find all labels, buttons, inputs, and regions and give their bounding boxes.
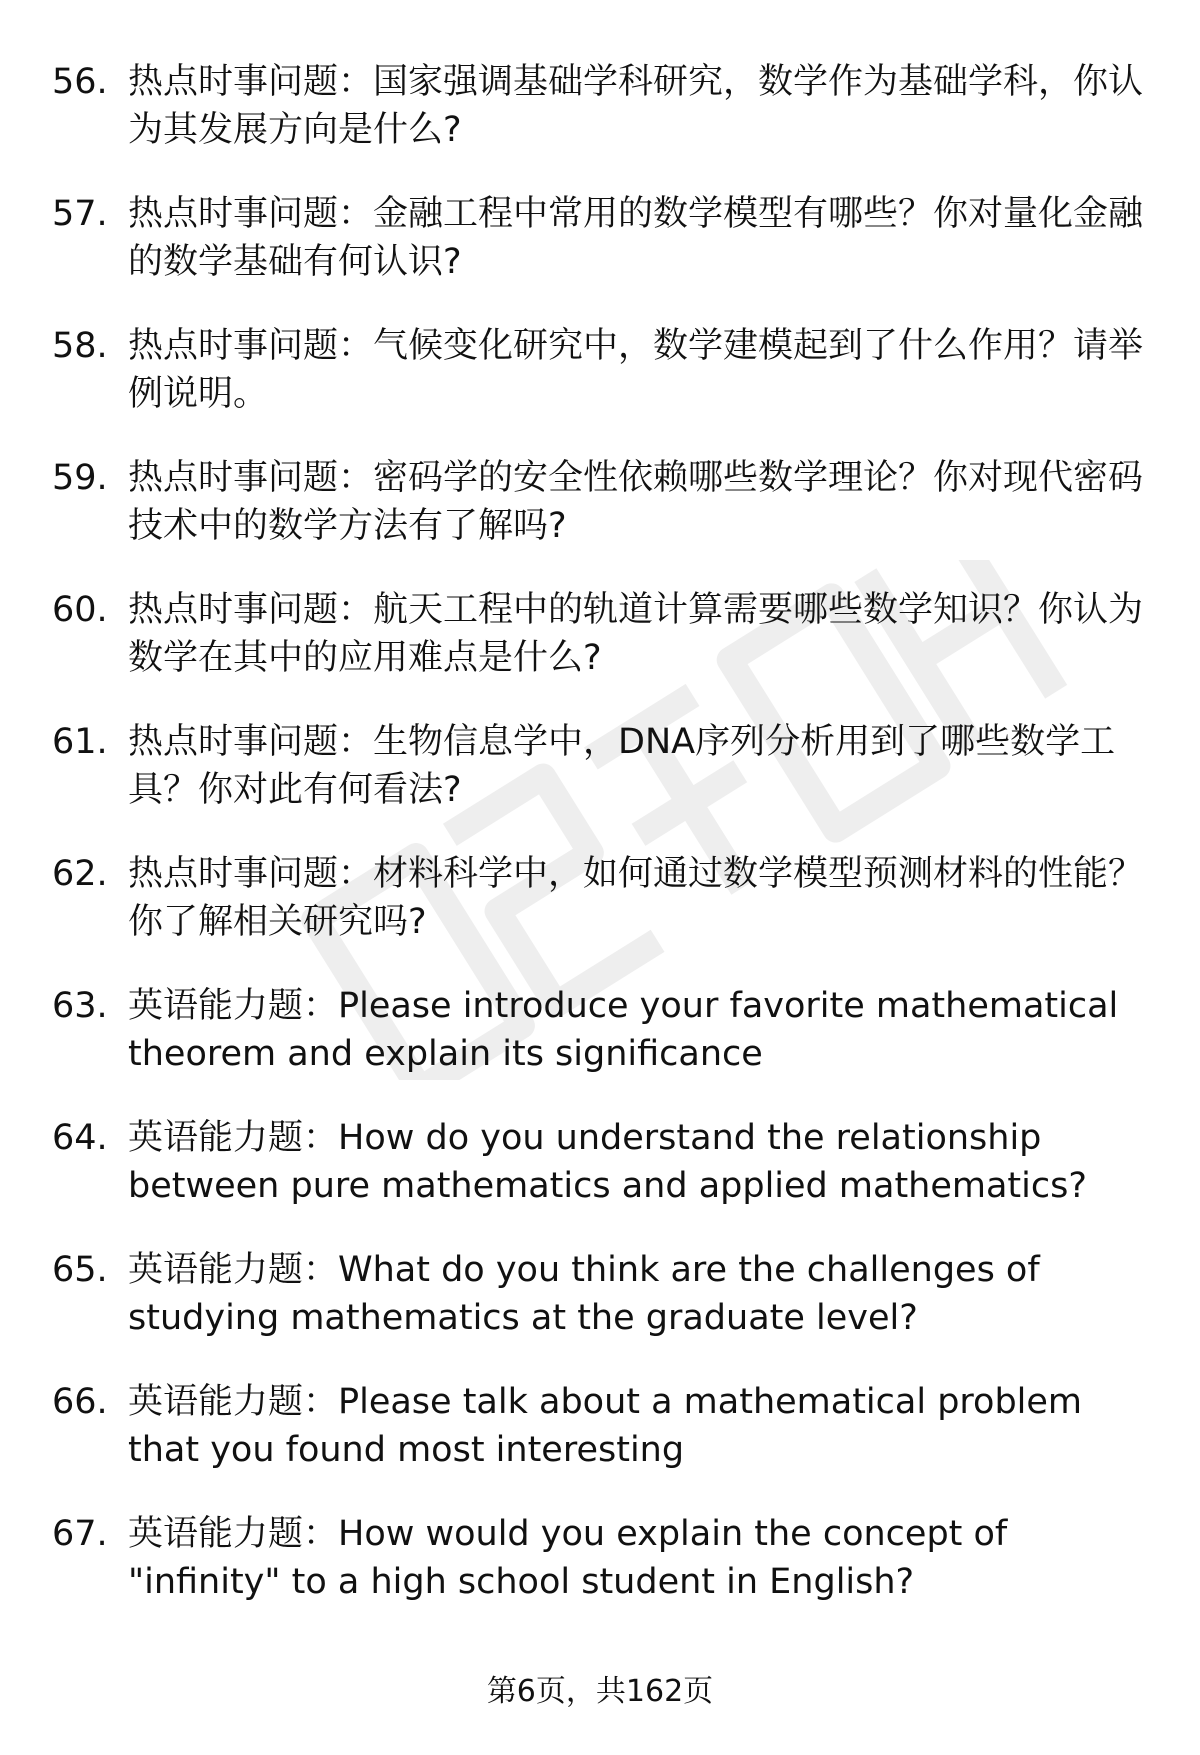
question-text: 热点时事问题：航天工程中的轨道计算需要哪些数学知识？你认为数学在其中的应用难点是什么? — [128, 590, 1144, 678]
question-text: 英语能力题：How do you understand the relationship between pure mathematics and applied mathematics? — [128, 1118, 1087, 1206]
question-number: 63. — [52, 986, 108, 1026]
question-text: 热点时事问题：密码学的安全性依赖哪些数学理论？你对现代密码技术中的数学方法有了解吗? — [128, 458, 1144, 546]
question-number: 64. — [52, 1118, 108, 1158]
question-item — [52, 1114, 1162, 1210]
question-number: 66. — [52, 1382, 108, 1422]
question-item — [52, 850, 1162, 946]
question-item — [52, 718, 1162, 814]
question-text: 热点时事问题：金融工程中常用的数学模型有哪些？你对量化金融的数学基础有何认识? — [128, 194, 1144, 282]
question-number: 61. — [52, 722, 108, 762]
question-number: 60. — [52, 590, 108, 630]
question-item — [52, 1246, 1162, 1342]
question-text: 热点时事问题：生物信息学中，DNA序列分析用到了哪些数学工具？你对此有何看法? — [128, 722, 1116, 810]
question-item — [52, 1510, 1162, 1606]
question-item — [52, 586, 1162, 682]
question-item — [52, 190, 1162, 286]
question-text: 英语能力题：How would you explain the concept of "infinity" to a high school student in English? — [128, 1514, 1008, 1602]
page-number-footer: 第6页，共162页 — [486, 1674, 714, 1709]
question-text: 英语能力题：Please talk about a mathematical problem that you found most interesting — [128, 1382, 1083, 1470]
question-number: 56. — [52, 62, 108, 102]
question-item — [52, 454, 1162, 550]
question-number: 57. — [52, 194, 108, 234]
question-item — [52, 1378, 1162, 1474]
question-item — [52, 982, 1162, 1078]
question-item — [52, 58, 1162, 154]
question-text: 热点时事问题：材料科学中，如何通过数学模型预测材料的性能？你了解相关研究吗? — [128, 854, 1144, 942]
question-number: 59. — [52, 458, 108, 498]
question-number: 67. — [52, 1514, 108, 1554]
question-list — [52, 58, 1162, 1642]
question-text: 热点时事问题：国家强调基础学科研究，数学作为基础学科，你认为其发展方向是什么? — [128, 62, 1144, 150]
question-number: 58. — [52, 326, 108, 366]
question-number: 65. — [52, 1250, 108, 1290]
question-number: 62. — [52, 854, 108, 894]
question-text: 英语能力题：Please introduce your favorite mathematical theorem and explain its significance — [128, 986, 1119, 1074]
question-item — [52, 322, 1162, 418]
question-text: 热点时事问题：气候变化研究中，数学建模起到了什么作用？请举例说明。 — [128, 326, 1144, 414]
question-text: 英语能力题：What do you think are the challenges of studying mathematics at the graduate level? — [128, 1250, 1040, 1338]
